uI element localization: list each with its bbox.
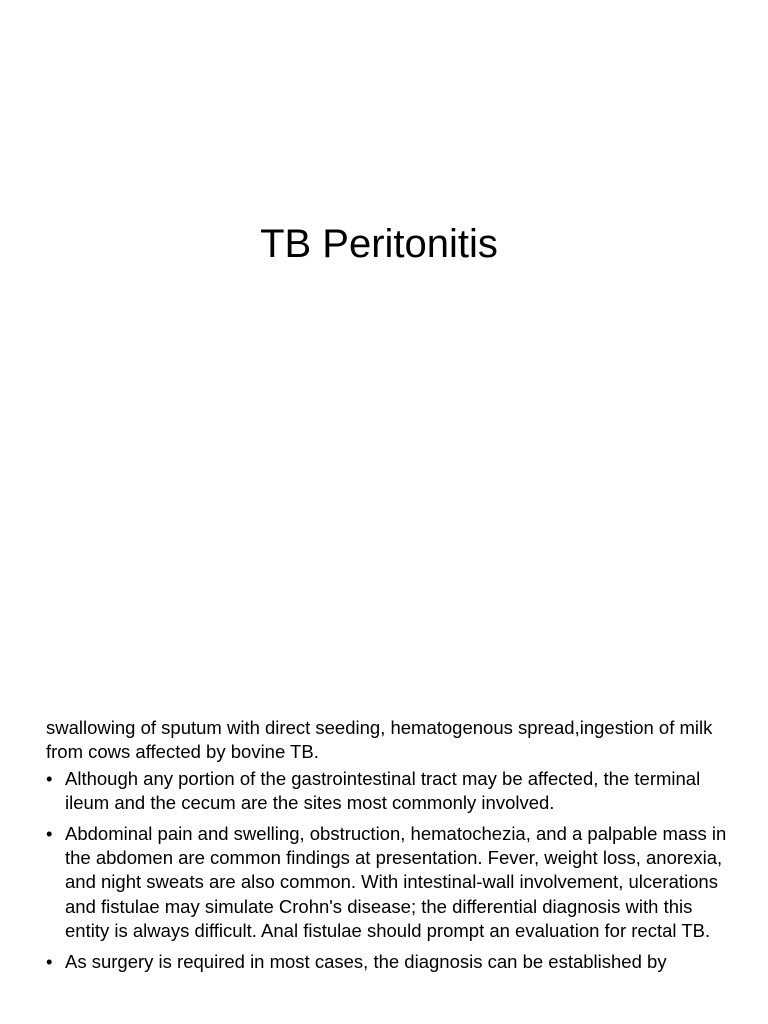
bullet-text: Although any portion of the gastrointestinal tract may be affected, the terminal ileum and the cecum are the sites most commonly involved. — [65, 767, 701, 814]
intro-text: swallowing of sputum with direct seeding, hematogenous spread,ingestion of milk from cows affected by bovine TB. — [46, 717, 713, 763]
bullet-item — [46, 950, 736, 974]
bullet-marker: • — [46, 822, 53, 844]
bullet-marker: • — [46, 767, 53, 789]
bullet-item — [46, 822, 736, 944]
bullet-text: As surgery is required in most cases, the diagnosis can be established by — [65, 950, 667, 972]
bullet-item — [46, 767, 736, 816]
slide-title: TB Peritonitis — [260, 222, 498, 266]
bullet-text: Abdominal pain and swelling, obstruction, hematochezia, and a palpable mass in the abdomen are common findings at presentation. Fever, weight loss, anorexia, and night sweats are also common. With intestinal-wall involvement, ulcerations and fistulae may simulate Crohn's disease; the differential diagnosis with this entity is always difficult. Anal fistulae should prompt an evaluation for rectal TB. — [65, 822, 727, 942]
bullet-marker: • — [46, 950, 53, 972]
bullet-list — [46, 767, 736, 974]
slide-body — [46, 716, 736, 980]
